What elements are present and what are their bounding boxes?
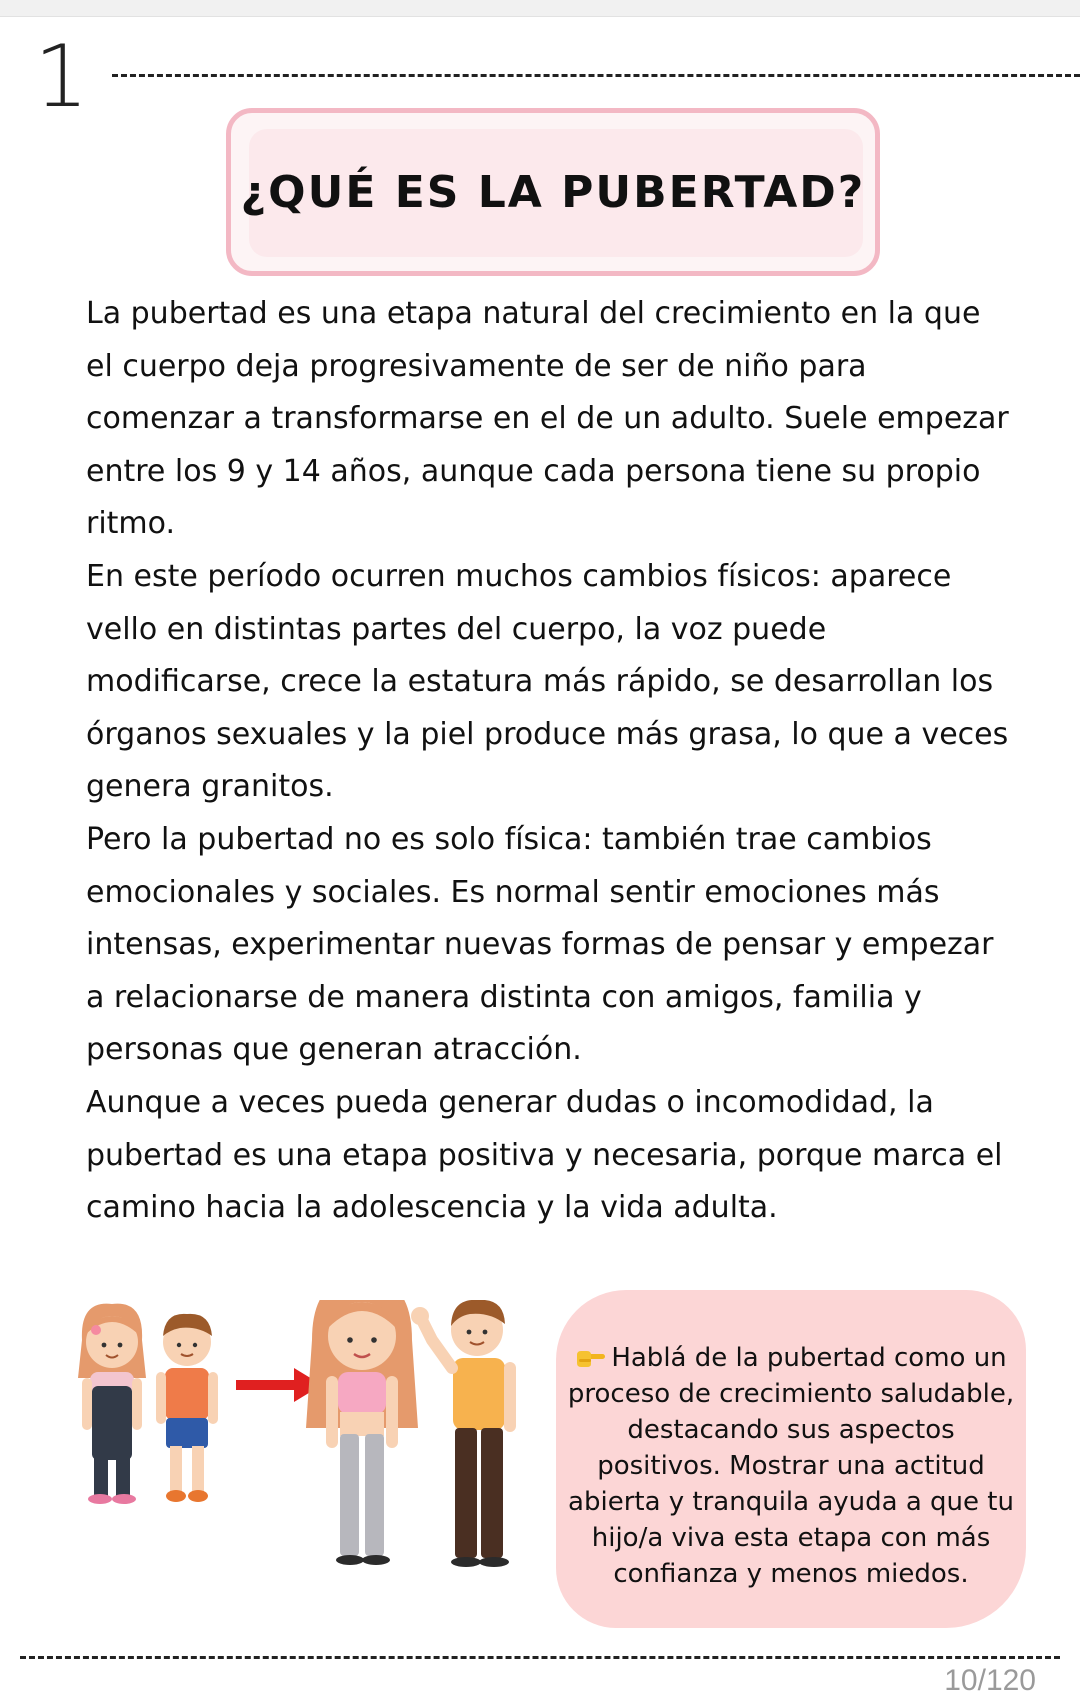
title-box xyxy=(226,108,880,276)
child-girl-figure xyxy=(78,1304,146,1504)
teen-girl-figure xyxy=(306,1300,418,1565)
chapter-number: 1 xyxy=(34,27,89,127)
parent-tip-bubble xyxy=(556,1290,1026,1628)
pointing-hand-icon xyxy=(575,1346,605,1368)
paragraph-4: Aunque a veces pueda generar dudas o incomodidad, la pubertad es una etapa positiva y necesaria, porque marca el camino hacia la adolescencia y la vida adulta. xyxy=(86,1084,1003,1226)
paragraph-3: Pero la pubertad no es solo física: también trae cambios emocionales y sociales. Es normal sentir emociones más intensas, experimentar nuevas formas de pensar y empezar a relacionarse de manera distinta con amigos, familia y personas que generan atracción. xyxy=(86,821,994,1068)
teen-boy-figure xyxy=(411,1300,516,1567)
page-title: ¿QUÉ ES LA PUBERTAD? xyxy=(240,166,866,218)
parent-tip xyxy=(562,1340,1020,1592)
viewer-top-bar xyxy=(0,0,1080,17)
growth-illustration xyxy=(60,1300,550,1590)
parent-tip-text: Hablá de la pubertad como un proceso de crecimiento saludable, destacando sus aspectos positivos. Mostrar una actitud abierta y tranquila ayuda a que tu hijo/a viva esta etapa con más confianza y menos miedos. xyxy=(567,1343,1015,1589)
child-boy-figure xyxy=(156,1314,218,1502)
bottom-divider xyxy=(20,1656,1060,1659)
top-divider xyxy=(112,74,1080,77)
paragraph-1: La pubertad es una etapa natural del crecimiento en la que el cuerpo deja progresivamente de ser de niño para comenzar a transformarse en el de un adulto. Suele empezar entre los 9 y 14 años, aunque cada persona tiene su propio ritmo. xyxy=(86,296,1009,542)
page-counter: 10/120 xyxy=(944,1664,1036,1697)
paragraph-2: En este período ocurren muchos cambios físicos: aparece vello en distintas partes del cuerpo, la voz puede modificarse, crece la estatura más rápido, se desarrollan los órganos sexuales y la piel produce más grasa, lo que a veces genera granitos. xyxy=(86,558,1009,805)
body-text xyxy=(86,288,1016,1235)
